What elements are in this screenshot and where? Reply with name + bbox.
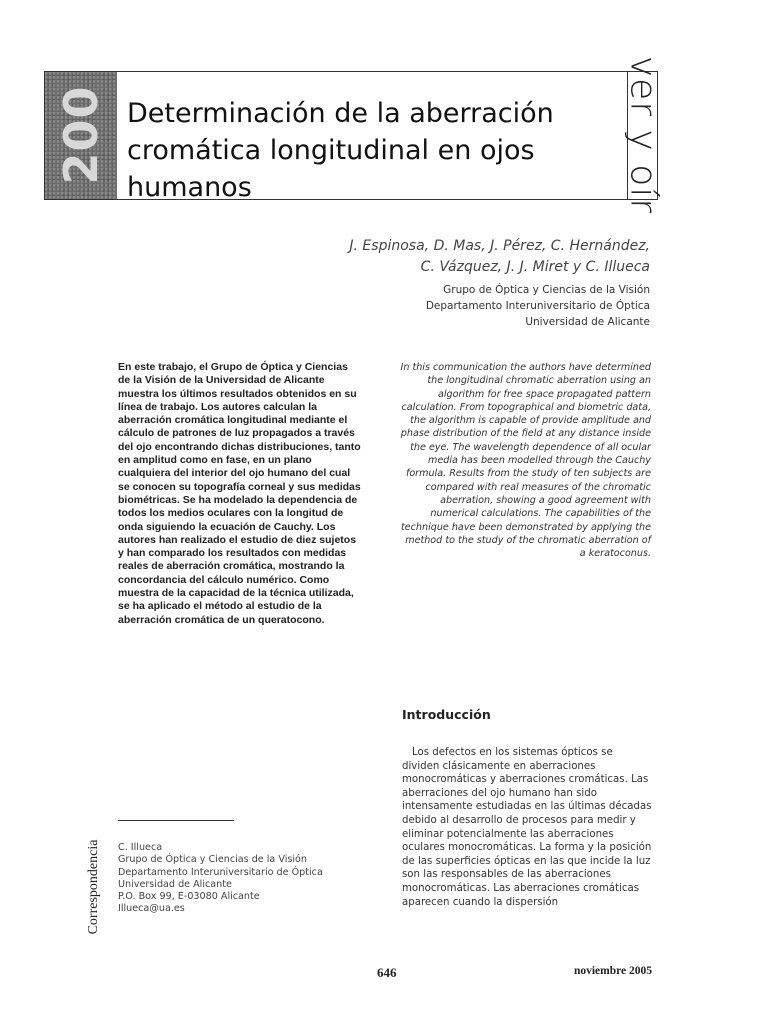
affiliation xyxy=(230,282,650,330)
abstract-spanish: En este trabajo, el Grupo de Óptica y Ciencias de la Visión de la Universidad de Alicante muestra los últimos resultados obtenidos en su línea de trabajo. Los autores calculan la aberración cromática longitudinal mediante el cálculo de patrones de luz propagados a través del ojo encontrando dichas distribuciones, tanto en amplitud como en fase, en un plano cualquiera del interior del ojo humano del cual se conocen su topografía corneal y sus medidas biométricas. Se ha modelado la dependencia de todos los medios oculares con la longitud de onda siguiendo la ecuación de Cauchy. Los autores han realizado el estudio de diez sujetos y han comparado los resultados con medidas reales de aberración cromática, mostrando la concordancia del cálculo numérico. Como muestra de la capacidad de la técnica utilizada, se ha aplicado el método al estudio de la aberración cromática de un queratocono. xyxy=(118,361,361,626)
title-line-2: cromática longitudinal en ojos humanos xyxy=(127,135,535,203)
authors-line-1: J. Espinosa, D. Mas, J. Pérez, C. Hernández, xyxy=(349,238,650,254)
authors-line-2: C. Vázquez, J. J. Miret y C. Illueca xyxy=(420,259,650,275)
issue-date: noviembre 2005 xyxy=(573,965,652,977)
correspondence-name: C. Illueca xyxy=(118,842,163,853)
abstract-english: In this communication the authors have determined the longitudinal chromatic aberration using an algorithm for free space propagated pattern calculation. From topographical and biometric data, the algorithm is capable of provide amplitude and phase distribution of the field at any distance inside the eye. The wavelength dependence of all ocular media has been modelled through the Cauchy formula. Results from the study of ten subjects are compared with real measures of the chromatic aberration, showing a good agreement with numerical calculations. The capabilities of the technique have been demonstrated by applying the method to the study of the chromatic aberration of a keratoconus. xyxy=(400,362,651,560)
introduction-body xyxy=(402,746,652,909)
section-tag: ver y oír xyxy=(622,55,664,215)
article-header xyxy=(44,55,664,215)
page-number: 646 xyxy=(377,965,397,980)
correspondence-university: Universidad de Alicante xyxy=(118,878,232,890)
year-label: 200 xyxy=(54,85,108,185)
correspondence-address: P.O. Box 99, E-03080 Alicante xyxy=(118,891,260,903)
affiliation-line-3: Universidad de Alicante xyxy=(525,316,650,328)
correspondence-block xyxy=(118,842,323,916)
section-heading: Introducción xyxy=(402,707,491,722)
correspondence-email[interactable]: Illueca@ua.es xyxy=(118,903,185,915)
correspondence-label: Correspondencia xyxy=(86,839,101,935)
introduction-text: Los defectos en los sistemas ópticos se dividen clásicamente en aberraciones monocromáticas y aberraciones cromáticas. Las aberraciones del ojo humano han sido intensamente estudiadas en las últimas décadas debido al desarrollo de procesos para medir y eliminar potencialmente las aberraciones oculares monocromáticas. La forma y la posición de las superficies ópticas en las que incide la luz son las responsables de las aberraciones monocromáticas. Las aberraciones cromáticas aparecen cuando la dispersión xyxy=(402,747,652,908)
correspondence-rule xyxy=(118,820,234,821)
year-badge xyxy=(45,72,117,199)
affiliation-line-1: Grupo de Óptica y Ciencias de la Visión xyxy=(443,284,650,296)
authors xyxy=(230,236,650,278)
correspondence-group: Grupo de Óptica y Ciencias de la Visión xyxy=(118,854,307,866)
article-title xyxy=(127,95,597,206)
affiliation-line-2: Departamento Interuniversitario de Óptica xyxy=(425,300,650,312)
correspondence-department: Departamento Interuniversitario de Óptica xyxy=(118,866,323,878)
title-line-1: Determinación de la aberración xyxy=(127,98,554,129)
